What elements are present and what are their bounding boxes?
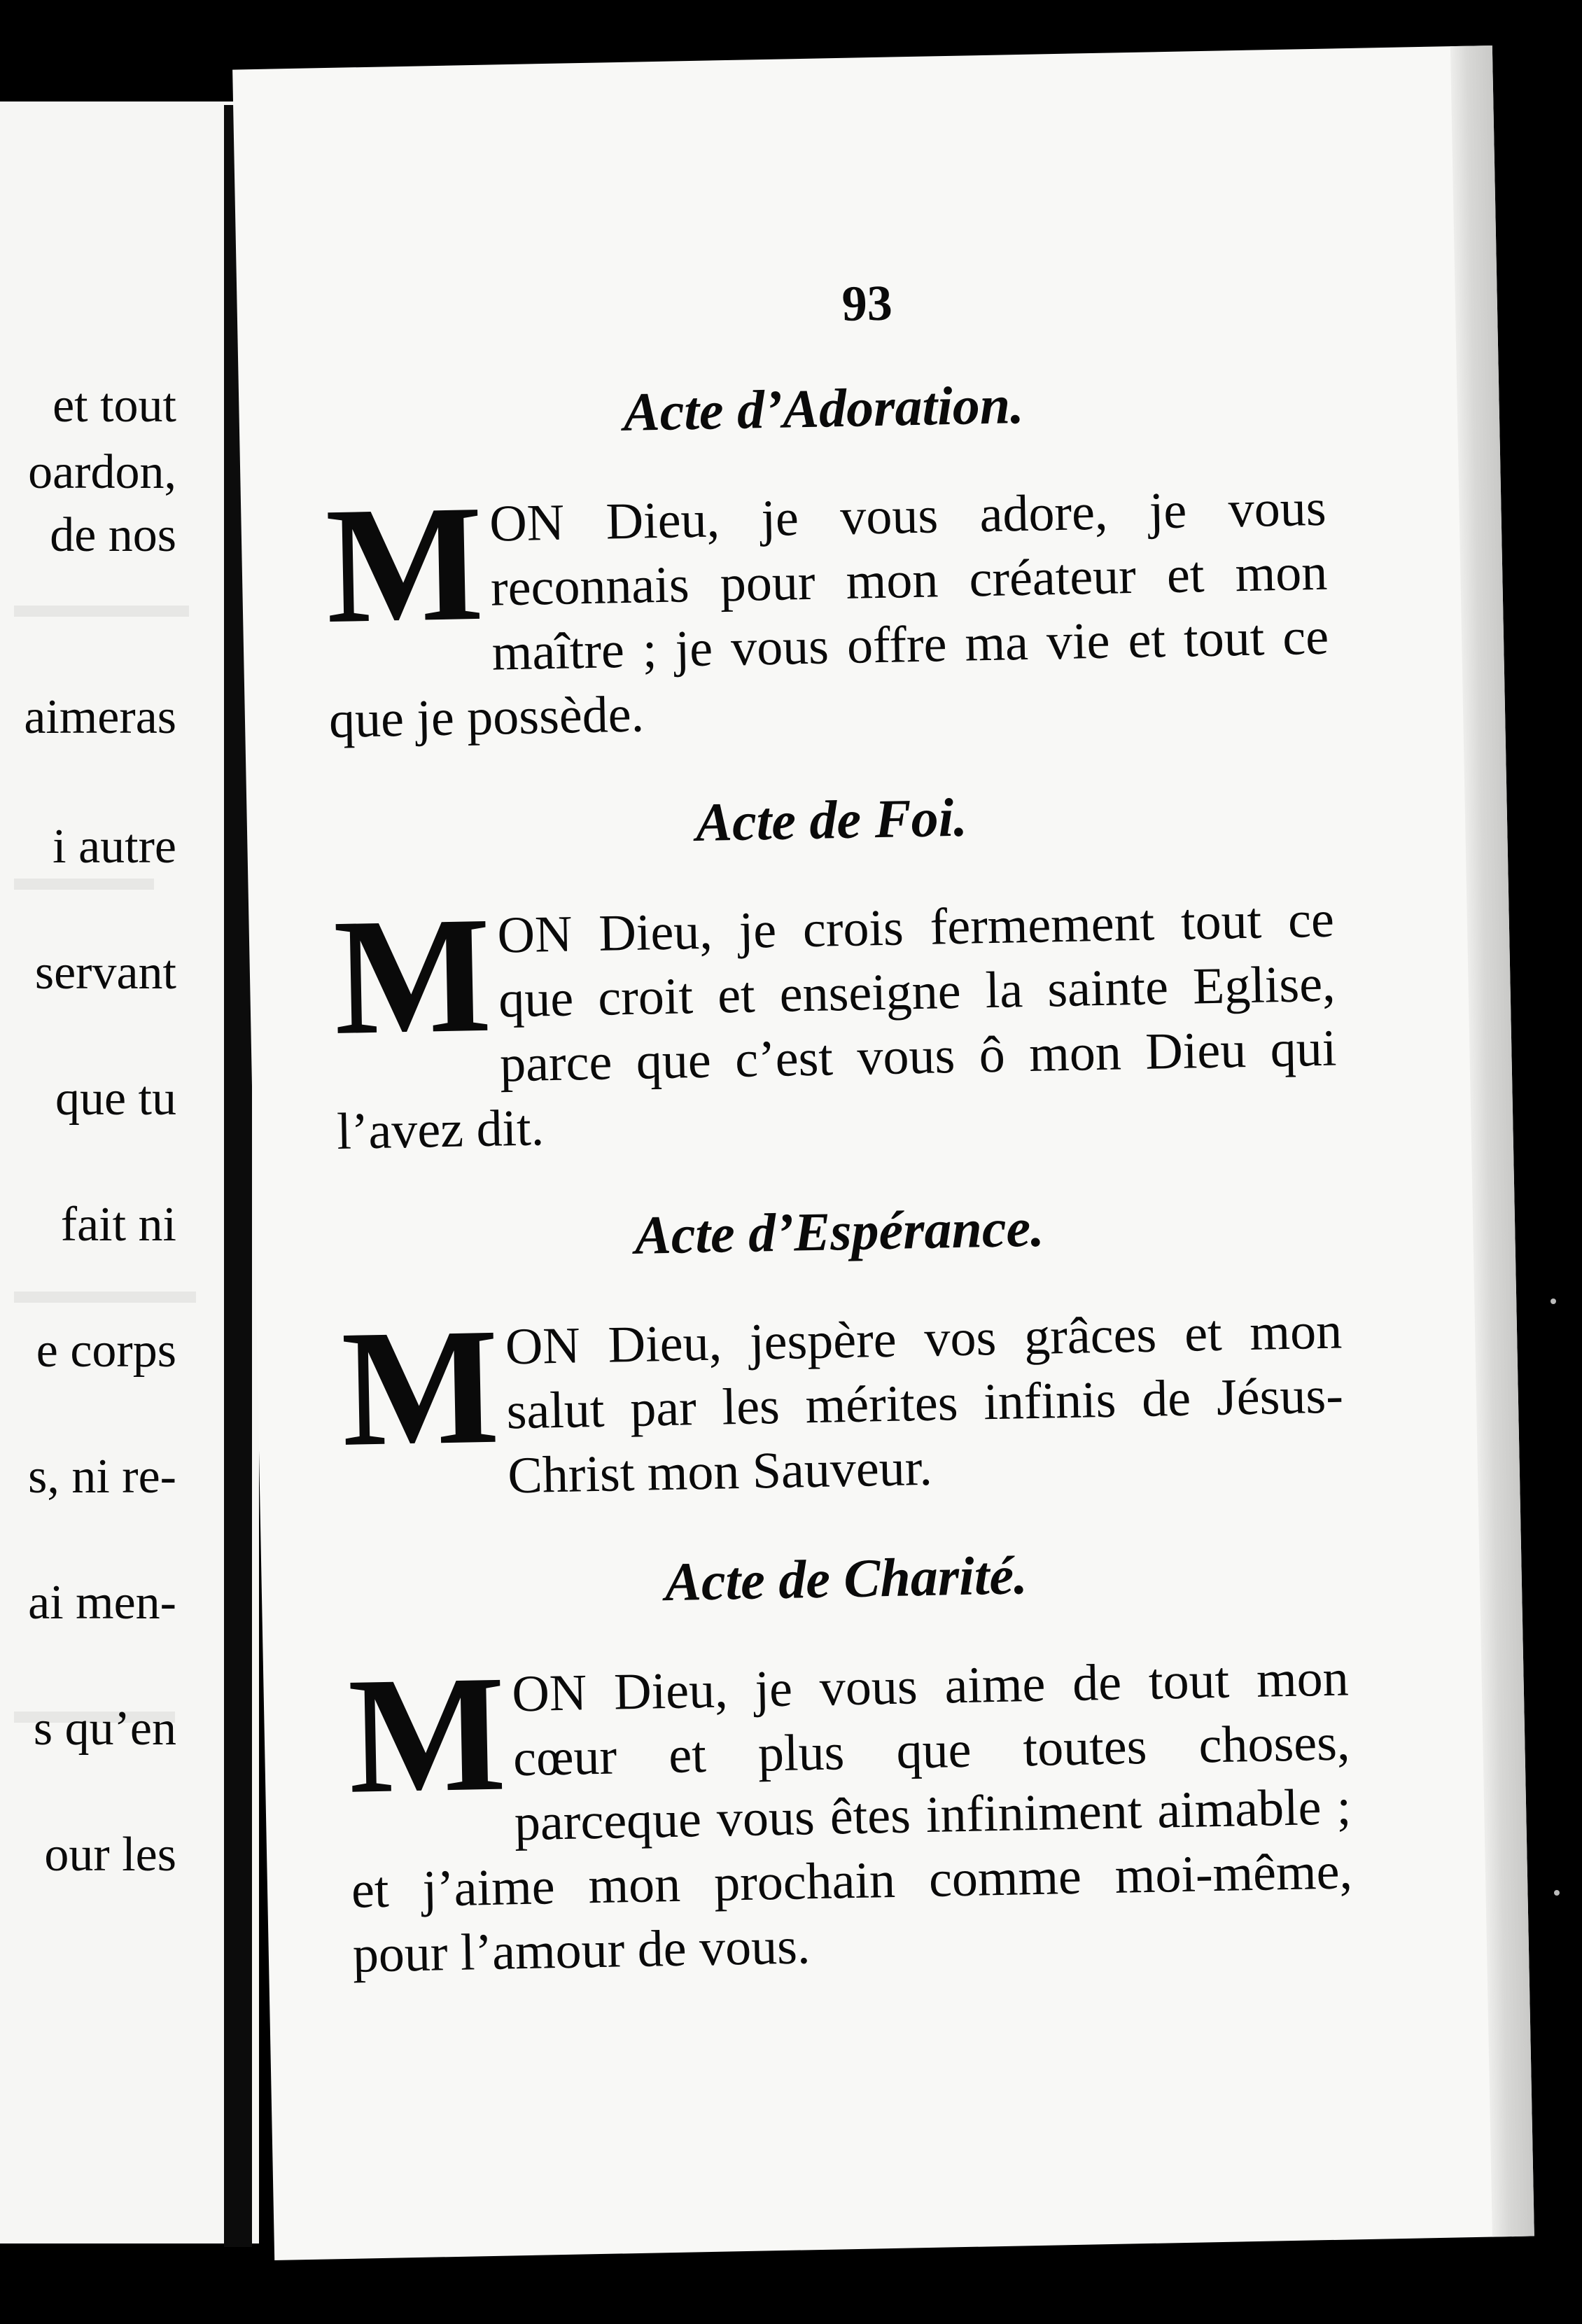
prayer-text-block (323, 364, 1355, 2029)
prayer-body: Dieu, je vous aime de tout mon cœur et plus que toutes choses, parceque vous êtes infiniment aimable ; et j’aime mon prochain comme moi-même, pour l’amour de vous. (351, 1649, 1353, 1984)
left-page-line: servant (34, 946, 176, 1000)
prayer-first-word: ON (511, 1664, 588, 1723)
right-page (232, 46, 1534, 2260)
left-page-line: s qu’en (33, 1702, 176, 1756)
paper-speck (1554, 1890, 1560, 1896)
left-page-line: our les (44, 1828, 176, 1882)
drop-cap: M (346, 1641, 505, 1828)
left-page-line: oardon, (28, 445, 176, 499)
bleed-through-line (14, 878, 154, 890)
left-page-line: que tu (55, 1072, 176, 1126)
prayer-esperance (340, 1294, 1345, 1511)
prayer-body: Dieu, jespère vos grâces et mon salut par les mérites infinis de Jésus-Christ mon Sauveur. (505, 1302, 1344, 1505)
drop-cap: M (332, 882, 491, 1070)
section-title-esperance: Acte d’Espérance. (634, 1196, 1045, 1266)
section-title-charite: Acte de Charité. (664, 1544, 1028, 1613)
prayer-first-word: ON (505, 1317, 581, 1376)
prayer-adoration (324, 470, 1331, 752)
prayer-first-word: ON (489, 493, 565, 553)
section-title-adoration: Acte d’Adoration. (622, 373, 1025, 442)
drop-cap: M (340, 1294, 498, 1481)
drop-cap: M (324, 470, 482, 659)
prayer-foi (332, 882, 1338, 1164)
page-edge (1450, 46, 1534, 2237)
prayer-first-word: ON (496, 905, 573, 965)
prayer-charite (346, 1641, 1354, 1987)
left-page-line: fait ni (60, 1198, 176, 1252)
section-title-foi: Acte de Foi. (695, 786, 968, 853)
left-page-line: de nos (50, 508, 176, 562)
left-page-line: ai men- (28, 1576, 176, 1630)
left-page-line: et tout (52, 379, 176, 433)
left-facing-page (0, 102, 259, 2244)
prayer-body: Dieu, je vous adore, je vous reconnais pour mon créateur et mon maître ; je vous offre ma vie et tout ce que je possède. (328, 479, 1329, 750)
bleed-through-line (14, 1292, 196, 1303)
left-page-line: i autre (52, 820, 176, 874)
left-page-line: aimeras (24, 690, 176, 744)
bleed-through-line (14, 606, 189, 617)
paper-speck (1550, 1298, 1556, 1304)
page-number: 93 (841, 274, 893, 332)
left-page-line: s, ni re- (28, 1450, 176, 1504)
prayer-body: Dieu, je crois fermement tout ce que croit et enseigne la sainte Eglise, parce que c’est vous ô mon Dieu qui l’avez dit. (336, 890, 1338, 1161)
left-page-line: e corps (36, 1324, 176, 1378)
